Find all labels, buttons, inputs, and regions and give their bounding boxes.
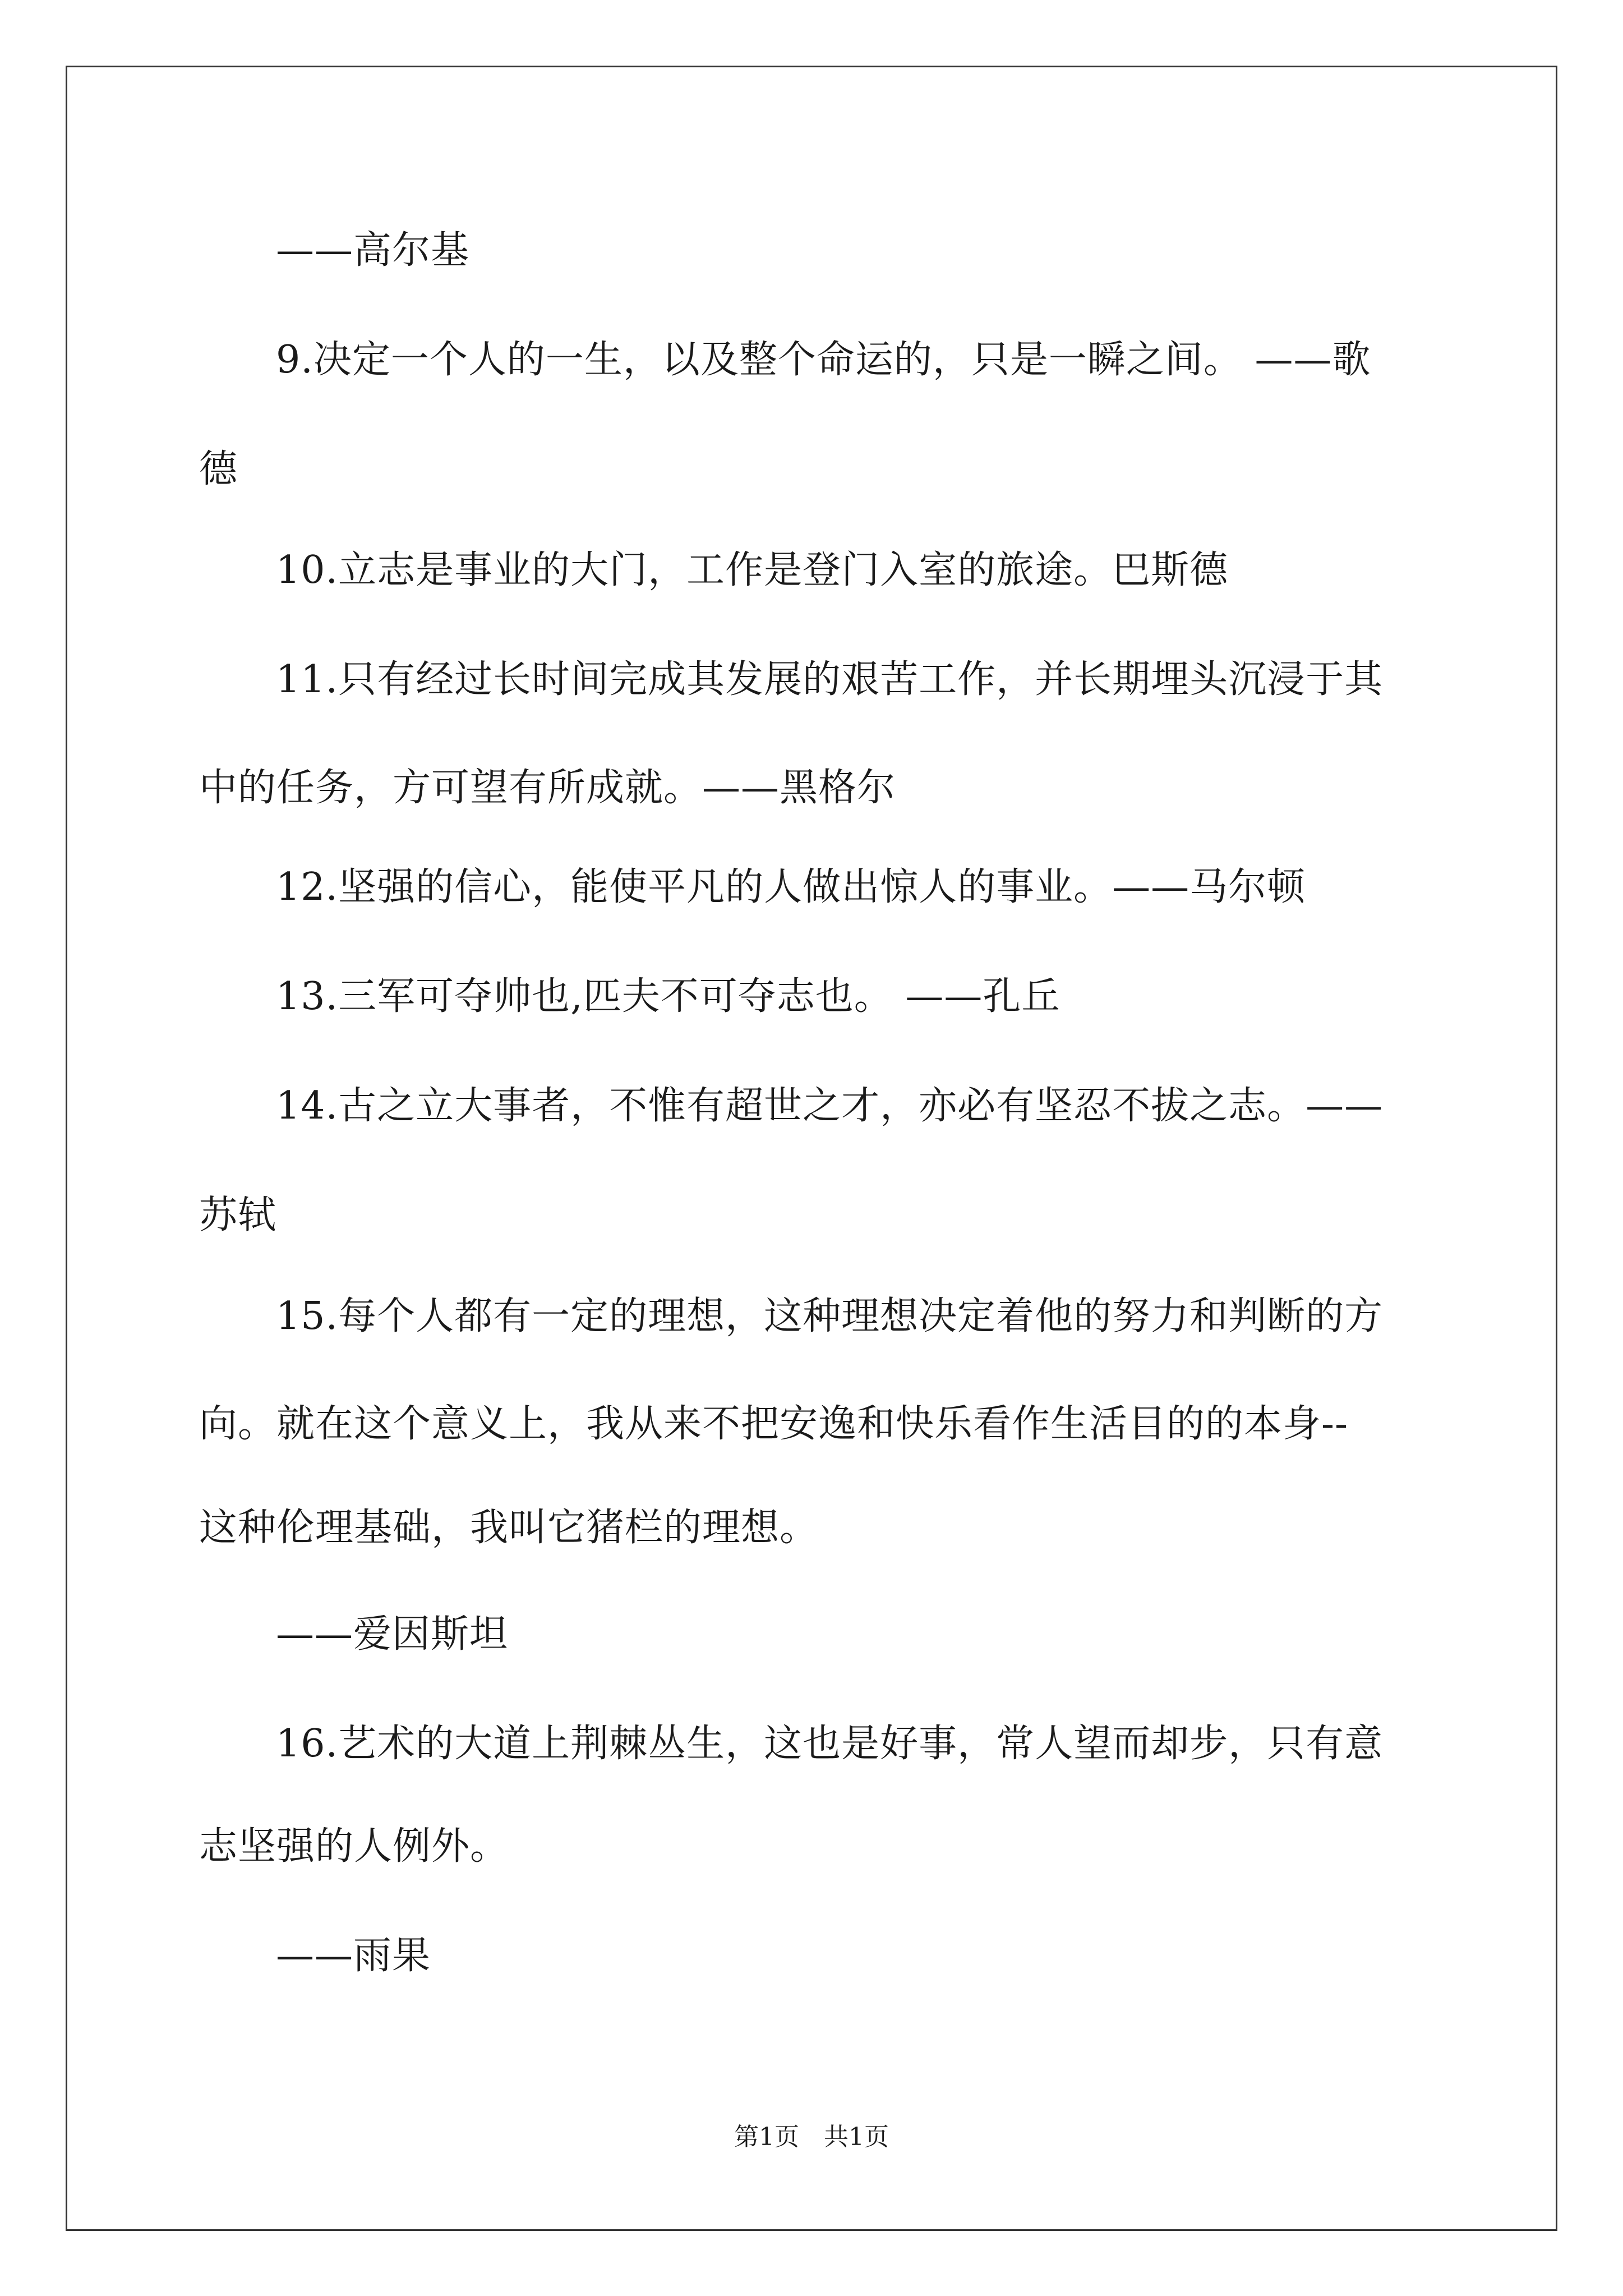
- quote-9-line-2: 德: [199, 447, 238, 491]
- quote-9-line-1: 9.决定一个人的一生，以及整个命运的，只是一瞬之间。 ——歌: [276, 338, 1371, 382]
- quote-attribution: ——高尔基: [276, 228, 470, 273]
- quote-15-line-1: 15.每个人都有一定的理想，这种理想决定着他的努力和判断的方: [276, 1294, 1384, 1338]
- quote-13: 13.三军可夺帅也,匹夫不可夺志也。 ——孔丘: [276, 974, 1061, 1019]
- page-border: [66, 66, 1557, 2231]
- page-number-footer: 第1页 共1页: [734, 2123, 889, 2151]
- quote-15-line-2: 向。就在这个意义上，我从来不把安逸和快乐看作生活目的的本身--: [199, 1402, 1348, 1446]
- quote-10: 10.立志是事业的大门，工作是登门入室的旅途。巴斯德: [276, 548, 1229, 592]
- quote-attribution: ——爱因斯坦: [276, 1612, 509, 1657]
- quote-16-line-1: 16.艺术的大道上荆棘丛生，这也是好事，常人望而却步，只有意: [276, 1722, 1384, 1766]
- quote-12: 12.坚强的信心，能使平凡的人做出惊人的事业。——马尔顿: [276, 865, 1306, 909]
- quote-11-line-2: 中的任务，方可望有所成就。——黑格尔: [199, 766, 896, 810]
- quote-16-line-2: 志坚强的人例外。: [199, 1824, 509, 1869]
- quote-14-line-2: 苏轼: [199, 1193, 277, 1237]
- quote-14-line-1: 14.古之立大事者，不惟有超世之才，亦必有坚忍不拔之志。——: [276, 1084, 1384, 1128]
- quote-attribution: ——雨果: [276, 1934, 431, 1978]
- quote-15-line-3: 这种伦理基础，我叫它猪栏的理想。: [199, 1506, 819, 1550]
- quote-11-line-1: 11.只有经过长时间完成其发展的艰苦工作，并长期埋头沉浸于其: [276, 657, 1384, 702]
